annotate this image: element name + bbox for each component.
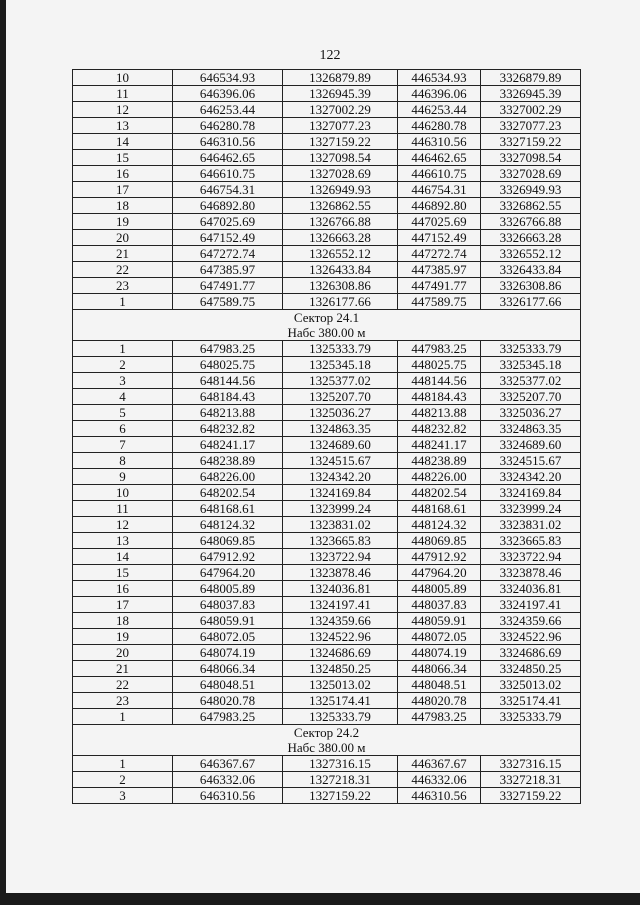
x-coordinate-cell: 648072.05 <box>173 629 283 645</box>
point-number-cell: 1 <box>73 709 173 725</box>
x-msk-coordinate-cell: 446754.31 <box>398 182 481 198</box>
point-number-cell: 14 <box>73 549 173 565</box>
y-msk-coordinate-cell: 3326177.66 <box>481 294 581 310</box>
x-msk-coordinate-cell: 448168.61 <box>398 501 481 517</box>
x-msk-coordinate-cell: 448074.19 <box>398 645 481 661</box>
table-row <box>73 565 581 581</box>
x-msk-coordinate-cell: 447964.20 <box>398 565 481 581</box>
x-coordinate-cell: 648025.75 <box>173 357 283 373</box>
point-number-cell: 16 <box>73 581 173 597</box>
y-msk-coordinate-cell: 3325377.02 <box>481 373 581 389</box>
x-coordinate-cell: 648184.43 <box>173 389 283 405</box>
x-coordinate-cell: 648020.78 <box>173 693 283 709</box>
point-number-cell: 20 <box>73 645 173 661</box>
x-coordinate-cell: 646534.93 <box>173 70 283 86</box>
table-row <box>73 341 581 357</box>
point-number-cell: 12 <box>73 517 173 533</box>
page-number: 122 <box>319 48 341 63</box>
y-coordinate-cell: 1325174.41 <box>283 693 398 709</box>
x-coordinate-cell: 646332.06 <box>173 772 283 788</box>
table-row <box>73 150 581 166</box>
scan-border-left <box>0 0 6 905</box>
y-msk-coordinate-cell: 3324686.69 <box>481 645 581 661</box>
y-msk-coordinate-cell: 3325013.02 <box>481 677 581 693</box>
x-msk-coordinate-cell: 447385.97 <box>398 262 481 278</box>
y-msk-coordinate-cell: 3324515.67 <box>481 453 581 469</box>
y-msk-coordinate-cell: 3327077.23 <box>481 118 581 134</box>
table-row <box>73 693 581 709</box>
y-coordinate-cell: 1324036.81 <box>283 581 398 597</box>
table-row <box>73 246 581 262</box>
x-msk-coordinate-cell: 446462.65 <box>398 150 481 166</box>
y-msk-coordinate-cell: 3327218.31 <box>481 772 581 788</box>
y-msk-coordinate-cell: 3324522.96 <box>481 629 581 645</box>
x-msk-coordinate-cell: 446280.78 <box>398 118 481 134</box>
sector-level: Набс 380.00 м <box>287 325 366 340</box>
y-msk-coordinate-cell: 3324359.66 <box>481 613 581 629</box>
table-row <box>73 405 581 421</box>
x-msk-coordinate-cell: 448238.89 <box>398 453 481 469</box>
table-row <box>73 597 581 613</box>
table-row <box>73 294 581 310</box>
table-row <box>73 756 581 772</box>
x-msk-coordinate-cell: 446892.80 <box>398 198 481 214</box>
y-coordinate-cell: 1324359.66 <box>283 613 398 629</box>
y-msk-coordinate-cell: 3326552.12 <box>481 246 581 262</box>
y-msk-coordinate-cell: 3324850.25 <box>481 661 581 677</box>
y-coordinate-cell: 1323722.94 <box>283 549 398 565</box>
sector-title: Сектор 24.2 <box>293 725 360 740</box>
point-number-cell: 13 <box>73 533 173 549</box>
point-number-cell: 1 <box>73 294 173 310</box>
x-coordinate-cell: 648069.85 <box>173 533 283 549</box>
x-coordinate-cell: 648074.19 <box>173 645 283 661</box>
table-row <box>73 102 581 118</box>
x-msk-coordinate-cell: 448072.05 <box>398 629 481 645</box>
y-msk-coordinate-cell: 3327098.54 <box>481 150 581 166</box>
point-number-cell: 12 <box>73 102 173 118</box>
y-coordinate-cell: 1324863.35 <box>283 421 398 437</box>
y-msk-coordinate-cell: 3326433.84 <box>481 262 581 278</box>
x-coordinate-cell: 648144.56 <box>173 373 283 389</box>
y-msk-coordinate-cell: 3327316.15 <box>481 756 581 772</box>
x-msk-coordinate-cell: 448241.17 <box>398 437 481 453</box>
x-coordinate-cell: 648066.34 <box>173 661 283 677</box>
y-coordinate-cell: 1323831.02 <box>283 517 398 533</box>
table-row <box>73 629 581 645</box>
table-row <box>73 118 581 134</box>
y-coordinate-cell: 1325345.18 <box>283 357 398 373</box>
x-msk-coordinate-cell: 446332.06 <box>398 772 481 788</box>
y-coordinate-cell: 1327159.22 <box>283 788 398 804</box>
y-coordinate-cell: 1324169.84 <box>283 485 398 501</box>
x-coordinate-cell: 646892.80 <box>173 198 283 214</box>
y-msk-coordinate-cell: 3325036.27 <box>481 405 581 421</box>
y-msk-coordinate-cell: 3324036.81 <box>481 581 581 597</box>
y-coordinate-cell: 1326663.28 <box>283 230 398 246</box>
y-coordinate-cell: 1324522.96 <box>283 629 398 645</box>
point-number-cell: 4 <box>73 389 173 405</box>
y-coordinate-cell: 1326177.66 <box>283 294 398 310</box>
y-msk-coordinate-cell: 3327002.29 <box>481 102 581 118</box>
x-msk-coordinate-cell: 447152.49 <box>398 230 481 246</box>
sector-header-row <box>73 310 581 341</box>
x-msk-coordinate-cell: 448232.82 <box>398 421 481 437</box>
y-msk-coordinate-cell: 3326879.89 <box>481 70 581 86</box>
x-msk-coordinate-cell: 448048.51 <box>398 677 481 693</box>
table-row <box>73 182 581 198</box>
y-msk-coordinate-cell: 3325333.79 <box>481 709 581 725</box>
x-coordinate-cell: 646253.44 <box>173 102 283 118</box>
y-msk-coordinate-cell: 3323831.02 <box>481 517 581 533</box>
table-row <box>73 198 581 214</box>
x-msk-coordinate-cell: 448226.00 <box>398 469 481 485</box>
table-row <box>73 421 581 437</box>
point-number-cell: 22 <box>73 677 173 693</box>
point-number-cell: 5 <box>73 405 173 421</box>
x-msk-coordinate-cell: 448005.89 <box>398 581 481 597</box>
table-row <box>73 517 581 533</box>
x-msk-coordinate-cell: 447983.25 <box>398 709 481 725</box>
point-number-cell: 19 <box>73 214 173 230</box>
coordinates-table <box>72 69 581 804</box>
point-number-cell: 1 <box>73 341 173 357</box>
table-row <box>73 437 581 453</box>
y-msk-coordinate-cell: 3324863.35 <box>481 421 581 437</box>
sector-level: Набс 380.00 м <box>287 740 366 755</box>
table-row <box>73 86 581 102</box>
table-row <box>73 278 581 294</box>
table-row <box>73 357 581 373</box>
x-coordinate-cell: 648037.83 <box>173 597 283 613</box>
y-coordinate-cell: 1323878.46 <box>283 565 398 581</box>
y-msk-coordinate-cell: 3327159.22 <box>481 134 581 150</box>
table-row <box>73 645 581 661</box>
y-msk-coordinate-cell: 3323722.94 <box>481 549 581 565</box>
point-number-cell: 15 <box>73 150 173 166</box>
x-coordinate-cell: 647983.25 <box>173 709 283 725</box>
x-msk-coordinate-cell: 446534.93 <box>398 70 481 86</box>
x-msk-coordinate-cell: 446396.06 <box>398 86 481 102</box>
point-number-cell: 10 <box>73 70 173 86</box>
point-number-cell: 19 <box>73 629 173 645</box>
y-coordinate-cell: 1325207.70 <box>283 389 398 405</box>
x-msk-coordinate-cell: 447025.69 <box>398 214 481 230</box>
x-msk-coordinate-cell: 448059.91 <box>398 613 481 629</box>
point-number-cell: 7 <box>73 437 173 453</box>
x-coordinate-cell: 648059.91 <box>173 613 283 629</box>
point-number-cell: 2 <box>73 357 173 373</box>
y-coordinate-cell: 1324686.69 <box>283 645 398 661</box>
y-msk-coordinate-cell: 3323665.83 <box>481 533 581 549</box>
table-row <box>73 214 581 230</box>
y-msk-coordinate-cell: 3326663.28 <box>481 230 581 246</box>
y-coordinate-cell: 1327002.29 <box>283 102 398 118</box>
x-coordinate-cell: 647385.97 <box>173 262 283 278</box>
x-coordinate-cell: 647272.74 <box>173 246 283 262</box>
y-coordinate-cell: 1324850.25 <box>283 661 398 677</box>
y-coordinate-cell: 1324197.41 <box>283 597 398 613</box>
y-msk-coordinate-cell: 3326945.39 <box>481 86 581 102</box>
point-number-cell: 2 <box>73 772 173 788</box>
point-number-cell: 3 <box>73 788 173 804</box>
y-coordinate-cell: 1327028.69 <box>283 166 398 182</box>
y-coordinate-cell: 1326766.88 <box>283 214 398 230</box>
y-msk-coordinate-cell: 3324342.20 <box>481 469 581 485</box>
x-coordinate-cell: 646280.78 <box>173 118 283 134</box>
point-number-cell: 3 <box>73 373 173 389</box>
y-msk-coordinate-cell: 3324169.84 <box>481 485 581 501</box>
point-number-cell: 10 <box>73 485 173 501</box>
y-msk-coordinate-cell: 3325345.18 <box>481 357 581 373</box>
point-number-cell: 23 <box>73 693 173 709</box>
y-coordinate-cell: 1325036.27 <box>283 405 398 421</box>
x-msk-coordinate-cell: 447983.25 <box>398 341 481 357</box>
point-number-cell: 16 <box>73 166 173 182</box>
y-coordinate-cell: 1326949.93 <box>283 182 398 198</box>
x-msk-coordinate-cell: 448066.34 <box>398 661 481 677</box>
x-msk-coordinate-cell: 448213.88 <box>398 405 481 421</box>
x-msk-coordinate-cell: 448124.32 <box>398 517 481 533</box>
point-number-cell: 17 <box>73 182 173 198</box>
y-msk-coordinate-cell: 3327159.22 <box>481 788 581 804</box>
y-msk-coordinate-cell: 3327028.69 <box>481 166 581 182</box>
point-number-cell: 22 <box>73 262 173 278</box>
sector-header-cell <box>73 310 581 341</box>
x-msk-coordinate-cell: 446310.56 <box>398 788 481 804</box>
x-coordinate-cell: 647983.25 <box>173 341 283 357</box>
x-msk-coordinate-cell: 447491.77 <box>398 278 481 294</box>
table-row <box>73 549 581 565</box>
table-row <box>73 134 581 150</box>
table-row <box>73 485 581 501</box>
y-coordinate-cell: 1324689.60 <box>283 437 398 453</box>
x-msk-coordinate-cell: 446367.67 <box>398 756 481 772</box>
point-number-cell: 6 <box>73 421 173 437</box>
y-msk-coordinate-cell: 3326766.88 <box>481 214 581 230</box>
point-number-cell: 23 <box>73 278 173 294</box>
x-coordinate-cell: 646396.06 <box>173 86 283 102</box>
point-number-cell: 9 <box>73 469 173 485</box>
x-msk-coordinate-cell: 446610.75 <box>398 166 481 182</box>
point-number-cell: 18 <box>73 198 173 214</box>
point-number-cell: 11 <box>73 501 173 517</box>
y-coordinate-cell: 1326552.12 <box>283 246 398 262</box>
y-coordinate-cell: 1327316.15 <box>283 756 398 772</box>
table-row <box>73 709 581 725</box>
y-msk-coordinate-cell: 3326949.93 <box>481 182 581 198</box>
y-coordinate-cell: 1325333.79 <box>283 341 398 357</box>
y-coordinate-cell: 1326862.55 <box>283 198 398 214</box>
x-msk-coordinate-cell: 448202.54 <box>398 485 481 501</box>
table-row <box>73 389 581 405</box>
x-coordinate-cell: 648241.17 <box>173 437 283 453</box>
point-number-cell: 17 <box>73 597 173 613</box>
x-coordinate-cell: 647589.75 <box>173 294 283 310</box>
y-coordinate-cell: 1327218.31 <box>283 772 398 788</box>
x-msk-coordinate-cell: 448037.83 <box>398 597 481 613</box>
table-row <box>73 661 581 677</box>
table-row <box>73 230 581 246</box>
x-coordinate-cell: 647491.77 <box>173 278 283 294</box>
table-row <box>73 788 581 804</box>
x-msk-coordinate-cell: 447589.75 <box>398 294 481 310</box>
x-msk-coordinate-cell: 448025.75 <box>398 357 481 373</box>
y-coordinate-cell: 1323665.83 <box>283 533 398 549</box>
y-coordinate-cell: 1323999.24 <box>283 501 398 517</box>
point-number-cell: 18 <box>73 613 173 629</box>
y-coordinate-cell: 1325013.02 <box>283 677 398 693</box>
point-number-cell: 15 <box>73 565 173 581</box>
y-msk-coordinate-cell: 3325174.41 <box>481 693 581 709</box>
x-coordinate-cell: 648202.54 <box>173 485 283 501</box>
x-coordinate-cell: 647025.69 <box>173 214 283 230</box>
y-coordinate-cell: 1325333.79 <box>283 709 398 725</box>
table-row <box>73 453 581 469</box>
x-coordinate-cell: 648213.88 <box>173 405 283 421</box>
x-coordinate-cell: 648226.00 <box>173 469 283 485</box>
point-number-cell: 11 <box>73 86 173 102</box>
point-number-cell: 13 <box>73 118 173 134</box>
y-coordinate-cell: 1325377.02 <box>283 373 398 389</box>
table-row <box>73 166 581 182</box>
y-coordinate-cell: 1326879.89 <box>283 70 398 86</box>
table-row <box>73 677 581 693</box>
x-coordinate-cell: 648232.82 <box>173 421 283 437</box>
table-row <box>73 581 581 597</box>
x-coordinate-cell: 646310.56 <box>173 788 283 804</box>
x-coordinate-cell: 648124.32 <box>173 517 283 533</box>
x-coordinate-cell: 648005.89 <box>173 581 283 597</box>
scan-border-bottom <box>0 893 640 905</box>
x-coordinate-cell: 648048.51 <box>173 677 283 693</box>
point-number-cell: 8 <box>73 453 173 469</box>
y-coordinate-cell: 1324342.20 <box>283 469 398 485</box>
table-row <box>73 613 581 629</box>
x-coordinate-cell: 648238.89 <box>173 453 283 469</box>
y-coordinate-cell: 1324515.67 <box>283 453 398 469</box>
point-number-cell: 21 <box>73 246 173 262</box>
y-msk-coordinate-cell: 3324197.41 <box>481 597 581 613</box>
table-row <box>73 501 581 517</box>
x-msk-coordinate-cell: 448144.56 <box>398 373 481 389</box>
table-row <box>73 70 581 86</box>
x-coordinate-cell: 647152.49 <box>173 230 283 246</box>
x-msk-coordinate-cell: 446253.44 <box>398 102 481 118</box>
y-msk-coordinate-cell: 3326308.86 <box>481 278 581 294</box>
x-msk-coordinate-cell: 446310.56 <box>398 134 481 150</box>
y-msk-coordinate-cell: 3325333.79 <box>481 341 581 357</box>
y-coordinate-cell: 1326433.84 <box>283 262 398 278</box>
sector-header-row <box>73 725 581 756</box>
x-msk-coordinate-cell: 448184.43 <box>398 389 481 405</box>
x-msk-coordinate-cell: 447912.92 <box>398 549 481 565</box>
x-coordinate-cell: 646610.75 <box>173 166 283 182</box>
point-number-cell: 1 <box>73 756 173 772</box>
x-coordinate-cell: 646367.67 <box>173 756 283 772</box>
x-coordinate-cell: 647912.92 <box>173 549 283 565</box>
x-msk-coordinate-cell: 447272.74 <box>398 246 481 262</box>
y-coordinate-cell: 1327159.22 <box>283 134 398 150</box>
table-row <box>73 533 581 549</box>
x-msk-coordinate-cell: 448020.78 <box>398 693 481 709</box>
point-number-cell: 21 <box>73 661 173 677</box>
sector-header-cell <box>73 725 581 756</box>
y-msk-coordinate-cell: 3325207.70 <box>481 389 581 405</box>
y-msk-coordinate-cell: 3324689.60 <box>481 437 581 453</box>
x-coordinate-cell: 646462.65 <box>173 150 283 166</box>
y-msk-coordinate-cell: 3326862.55 <box>481 198 581 214</box>
table-row <box>73 469 581 485</box>
table-row <box>73 262 581 278</box>
y-msk-coordinate-cell: 3323878.46 <box>481 565 581 581</box>
x-coordinate-cell: 646310.56 <box>173 134 283 150</box>
y-coordinate-cell: 1326308.86 <box>283 278 398 294</box>
x-coordinate-cell: 646754.31 <box>173 182 283 198</box>
sector-title: Сектор 24.1 <box>293 310 360 325</box>
y-coordinate-cell: 1327077.23 <box>283 118 398 134</box>
table-row <box>73 373 581 389</box>
x-coordinate-cell: 647964.20 <box>173 565 283 581</box>
y-msk-coordinate-cell: 3323999.24 <box>481 501 581 517</box>
point-number-cell: 20 <box>73 230 173 246</box>
x-msk-coordinate-cell: 448069.85 <box>398 533 481 549</box>
table-row <box>73 772 581 788</box>
y-coordinate-cell: 1326945.39 <box>283 86 398 102</box>
y-coordinate-cell: 1327098.54 <box>283 150 398 166</box>
x-coordinate-cell: 648168.61 <box>173 501 283 517</box>
point-number-cell: 14 <box>73 134 173 150</box>
